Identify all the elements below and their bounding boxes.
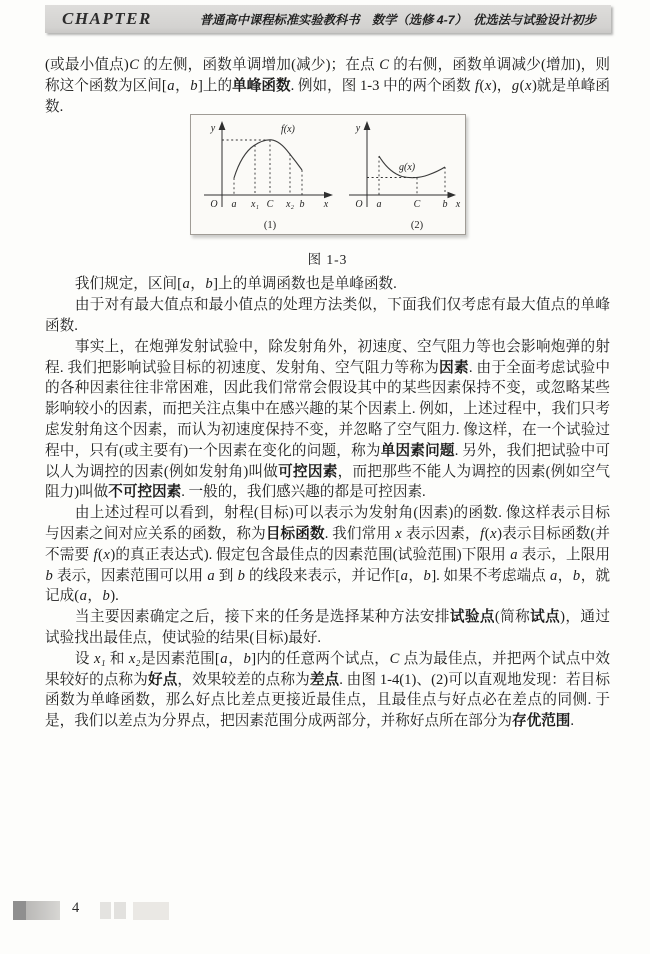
paragraph	[45, 607, 610, 649]
math-var: x	[395, 525, 402, 542]
paragraph	[45, 503, 610, 607]
text-segment: . 另外，我们把试验中可以人为调控的因素(例如发射角)叫做	[45, 442, 610, 480]
math-var: f	[474, 77, 480, 94]
math-var: b	[237, 567, 245, 584]
text-segment: ，	[228, 650, 243, 667]
text-segment: )就是单峰函数.	[45, 77, 610, 115]
key-term: 因素	[439, 359, 469, 376]
text-segment: ，	[190, 276, 205, 293]
math-var: a	[549, 567, 558, 584]
text-segment: 我们规定，区间[	[74, 276, 182, 293]
footer-decoration-dark	[13, 901, 26, 920]
page-number: 4	[72, 900, 80, 916]
paragraph	[45, 55, 610, 117]
key-term: 存优范围	[512, 713, 571, 730]
subplot-1-index: (1)	[263, 220, 276, 232]
text-segment: . 由图 1-4(1)、(2)可以直观地发现：若目标函数为单峰函数，那么好点比差点更接近最佳点，且最佳点与好点必在差点的同侧. 于是，我们以差点为分界点，把因素范围分成两部分，并称好点所在部分为	[45, 671, 610, 730]
chapter-label: CHAPTER	[62, 9, 152, 28]
origin-label: O	[354, 199, 363, 211]
text-segment: ，就记成(	[45, 567, 610, 605]
math-var: a	[207, 567, 215, 584]
text-segment: )，	[491, 77, 512, 94]
text-segment: )表示目标函数(并不需要	[45, 525, 610, 563]
y-label: y	[355, 123, 360, 135]
text-segment: 的线段来表示，并记作[	[245, 567, 401, 584]
page-content	[45, 55, 610, 732]
math-var: a	[79, 588, 87, 605]
tick-c: C	[266, 199, 273, 211]
text-segment: ，	[175, 77, 190, 94]
key-term: 不可控因素	[108, 484, 182, 501]
text-segment: . 例如，图 1-3 中的两个函数	[290, 77, 475, 94]
key-term: 试点	[530, 609, 561, 626]
text-segment: ，	[557, 567, 573, 584]
y-axis-arrow-icon	[363, 121, 370, 130]
paragraph	[45, 295, 610, 337]
math-var: a	[167, 77, 175, 94]
math-var: x₂	[128, 650, 141, 667]
footer-decoration-light-3	[133, 902, 169, 920]
text-segment: 由上述过程可以看到，射程(目标)可以表示为发射角(因素)的函数. 像这样表示目标与因素之间对应关系的函数，称为	[45, 505, 610, 542]
text-segment: ).	[110, 588, 119, 605]
key-term: 试验点	[449, 609, 495, 626]
subplot-2-index: (2)	[410, 220, 423, 232]
footer-decoration-light-1	[100, 902, 111, 919]
text-segment: 设	[74, 650, 94, 667]
math-var: x	[525, 77, 532, 94]
math-var: f	[480, 525, 485, 542]
text-segment: )的真正表达式). 假定包含最佳点的因素范围(试验范围)下限用	[110, 546, 510, 563]
figure-caption: 图 1-3	[307, 252, 348, 268]
text-segment: ，	[408, 567, 424, 584]
curve-f	[234, 140, 302, 178]
text-segment: 的左侧，函数单调增加(减少)；在点	[139, 57, 379, 73]
tick-x2: x₂	[285, 199, 294, 211]
x-axis-arrow-icon	[447, 192, 456, 198]
text-segment: (	[479, 77, 485, 94]
text-segment: 是因素范围[	[140, 650, 220, 667]
x-label: x	[455, 199, 460, 211]
figure-1-3	[190, 114, 466, 235]
math-var: C	[379, 57, 389, 73]
text-segment: (	[519, 77, 525, 94]
text-segment: (	[98, 546, 103, 563]
text-segment: )，通过试验找出最佳点，使试验的结果(目标)最好.	[45, 609, 610, 646]
text-segment: 表示，上限用	[517, 546, 611, 563]
tick-a: a	[376, 199, 381, 211]
text-segment: 表示因素，	[402, 525, 480, 542]
key-term: 单因素问题	[380, 442, 455, 459]
text-segment: (	[484, 525, 490, 542]
math-var: a	[182, 276, 190, 293]
text-segment: 表示，因素范围可以用	[53, 567, 207, 584]
y-axis-arrow-icon	[218, 121, 225, 130]
math-var: g	[511, 77, 520, 94]
paragraph	[45, 337, 610, 503]
text-segment: ]. 如果不考虑端点	[431, 567, 550, 584]
text-segment: 和	[106, 650, 129, 667]
footer-decoration-light-2	[114, 902, 126, 919]
origin-label: O	[209, 199, 218, 211]
tick-a: a	[231, 199, 236, 211]
book-title: 普通高中课程标准实验教科书 数学（选修 4-7） 优选法与试验设计初步	[199, 13, 596, 27]
math-var: b	[190, 77, 198, 94]
key-term: 目标函数	[265, 525, 325, 542]
curve-f-label: f(x)	[280, 124, 295, 136]
curve-g-label: g(x)	[398, 162, 415, 174]
subplot-2	[349, 121, 461, 231]
text-segment: ，效果较差的点称为	[177, 671, 310, 688]
text-segment: 的右侧，函数单调减少(增加)，则称这个函数为区间[	[45, 57, 610, 94]
key-term: 可控因素	[278, 463, 338, 480]
math-var: a	[220, 650, 228, 667]
x-label: x	[323, 199, 328, 211]
x-axis-arrow-icon	[324, 192, 333, 198]
page-header	[45, 5, 611, 33]
text-segment: . 我们常用	[324, 525, 395, 542]
text-segment: 由于对有最大值点和最小值点的处理方法类似，下面我们仅考虑有最大值点的单峰函数.	[45, 297, 610, 334]
body-paragraphs-top	[45, 55, 610, 117]
subplot-1	[204, 121, 333, 231]
tick-b: b	[442, 199, 447, 211]
tick-b: b	[299, 199, 304, 211]
key-term: 单峰函数	[232, 77, 291, 94]
text-segment: (或最小值点)	[45, 57, 129, 73]
text-segment: . 一般的，我们感兴趣的都是可控因素.	[181, 484, 426, 501]
paragraph	[45, 649, 610, 732]
figure-svg	[191, 115, 465, 234]
math-var: x	[490, 525, 497, 542]
text-segment: .	[570, 713, 575, 730]
math-var: b	[205, 276, 213, 293]
text-segment: . 由于全面考虑试验中的各种因素往往非常困难，因此我们常常会假设其中的某些因素保持不变，或忽略某些影响较小的因素，而把关注点集中在感兴趣的某个因素上. 例如，上述过程中，我们只考虑发射角这个因素，而认为初速度保持不变，并忽略了空气阻力. 像这样，在一个试验过程中，只有(或主要有)一个因素在变化的问题，称为	[45, 359, 610, 459]
math-var: x	[484, 77, 492, 94]
text-segment: 到	[215, 567, 238, 584]
tick-c: C	[413, 199, 420, 211]
figure-box	[190, 114, 466, 235]
key-term: 好点	[147, 671, 178, 688]
text-segment: ]上的单调函数也是单峰函数.	[213, 276, 397, 293]
text-segment: ]内的任意两个试点，	[251, 650, 390, 667]
math-var: b	[423, 567, 431, 584]
footer-decoration-medium	[26, 901, 60, 920]
text-segment: ，	[87, 588, 102, 605]
text-segment: 事实上，在炮弹发射试验中，除发射角外，初速度、空气阻力等也会影响炮弹的射程. 我们把影响试验目标的初速度、发射角、空气阻力等称为	[45, 338, 610, 376]
math-var: b	[102, 588, 110, 605]
text-segment: ，而把那些不能人为调控的因素(例如空气阻力)叫做	[45, 463, 610, 501]
math-var: a	[400, 567, 408, 584]
math-var: C	[389, 650, 400, 667]
math-var: b	[572, 567, 581, 584]
math-var: a	[510, 546, 518, 563]
math-var: x₁	[93, 650, 106, 667]
math-var: b	[243, 650, 251, 667]
text-segment: 点为最佳点，并把两个试点中效果较好的点称为	[45, 650, 610, 688]
math-var: b	[45, 567, 53, 584]
math-var: f	[93, 546, 98, 563]
math-var: C	[129, 57, 140, 73]
text-segment: 当主要因素确定之后，接下来的任务是选择某种方法安排	[74, 609, 450, 626]
math-var: x	[103, 546, 110, 563]
body-paragraphs-main	[45, 274, 610, 732]
key-term: 差点	[309, 671, 340, 688]
paragraph	[45, 274, 610, 295]
text-segment: (简称	[494, 609, 531, 626]
text-segment: ]上的	[198, 77, 233, 94]
tick-x1: x₁	[250, 199, 259, 211]
y-label: y	[210, 123, 215, 135]
